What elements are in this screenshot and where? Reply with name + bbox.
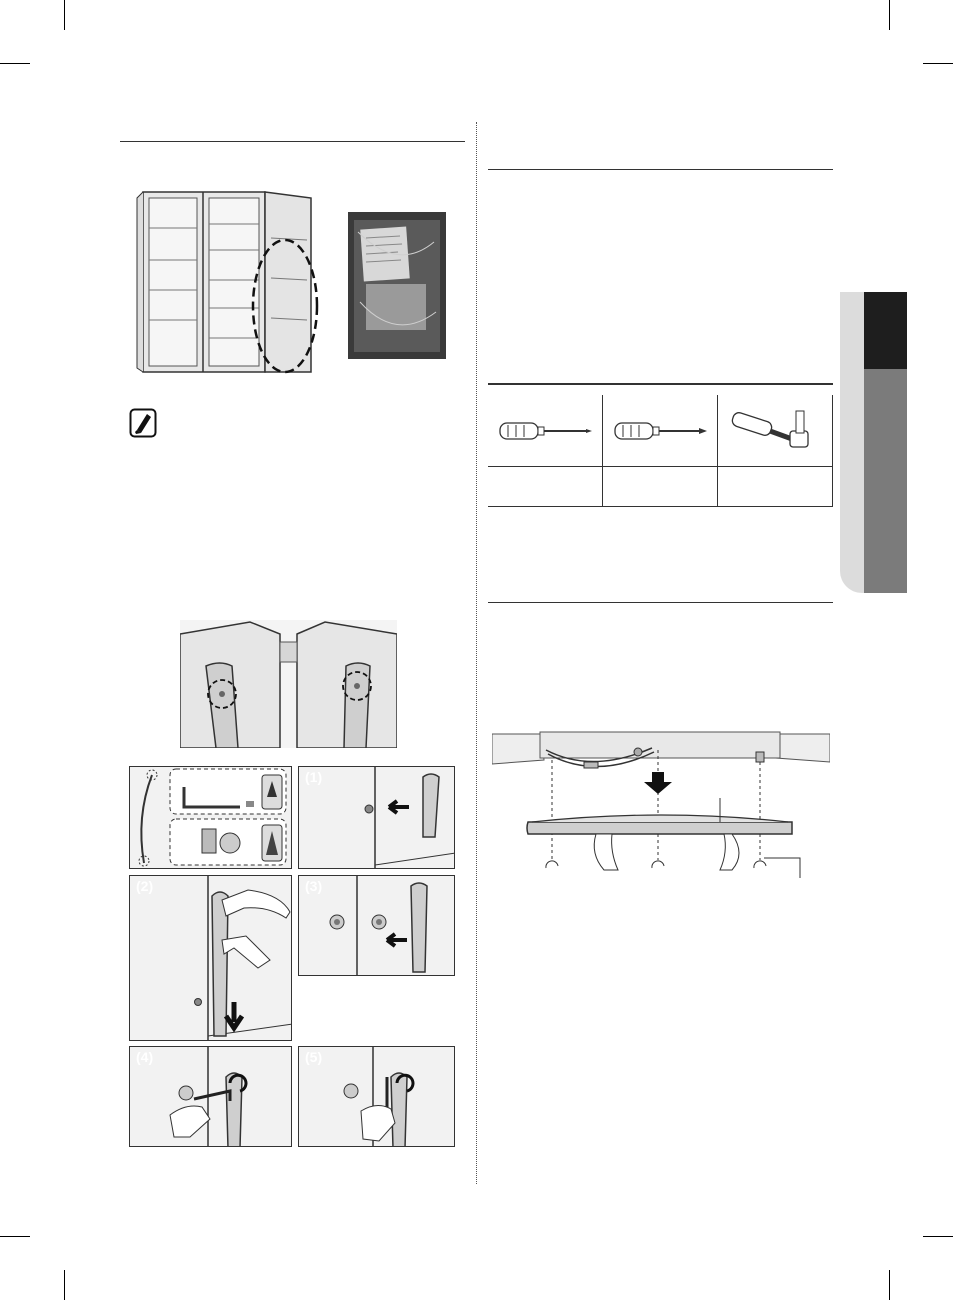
- section-rule: [488, 383, 833, 385]
- phillips-screwdriver-icon: [613, 417, 709, 445]
- step-number: (3): [305, 878, 323, 894]
- section-rule: [488, 169, 833, 170]
- crop-mark: [889, 1270, 890, 1300]
- handle-parts-illustration: [130, 767, 292, 869]
- side-tab-active: [864, 292, 907, 369]
- step-number: (2): [136, 878, 154, 894]
- handle-parts-panel: [129, 766, 292, 869]
- crop-mark: [0, 63, 30, 64]
- crop-mark: [0, 1236, 30, 1237]
- step-number: (5): [305, 1049, 323, 1065]
- step-1-illustration: [299, 767, 455, 869]
- section-rule: [120, 141, 465, 142]
- flat-screwdriver-icon: [498, 417, 594, 445]
- crop-mark: [64, 1270, 65, 1300]
- step-3-panel: [298, 875, 455, 976]
- tools-table: [488, 395, 833, 507]
- bottom-cover-illustration: [492, 730, 830, 878]
- tool-cell: [488, 395, 603, 507]
- socket-wrench-icon: [730, 407, 822, 453]
- step-1-panel: [298, 766, 455, 869]
- step-2-illustration: [130, 876, 292, 1041]
- door-handles-illustration: [180, 620, 397, 748]
- note-icon: [129, 408, 157, 438]
- step-number: (4): [136, 1049, 154, 1065]
- crop-mark: [889, 0, 890, 30]
- step-5-panel: [298, 1046, 455, 1147]
- step-4-illustration: [130, 1047, 292, 1147]
- step-3-illustration: [299, 876, 455, 976]
- accessory-bag-photo: [348, 212, 446, 359]
- tool-cell: [603, 395, 718, 507]
- tools-table-rule: [488, 466, 833, 467]
- step-2-panel: [129, 875, 292, 1041]
- step-5-illustration: [299, 1047, 455, 1147]
- section-rule: [488, 602, 833, 603]
- tool-cell: [718, 395, 833, 507]
- crop-mark: [64, 0, 65, 30]
- crop-mark: [923, 63, 953, 64]
- fridge-open-illustration: [135, 188, 321, 378]
- column-divider: [476, 122, 477, 1184]
- step-number: (1): [305, 769, 323, 785]
- side-tab-edge: [840, 292, 864, 593]
- side-tab-section: [864, 369, 907, 593]
- crop-mark: [923, 1236, 953, 1237]
- step-4-panel: [129, 1046, 292, 1147]
